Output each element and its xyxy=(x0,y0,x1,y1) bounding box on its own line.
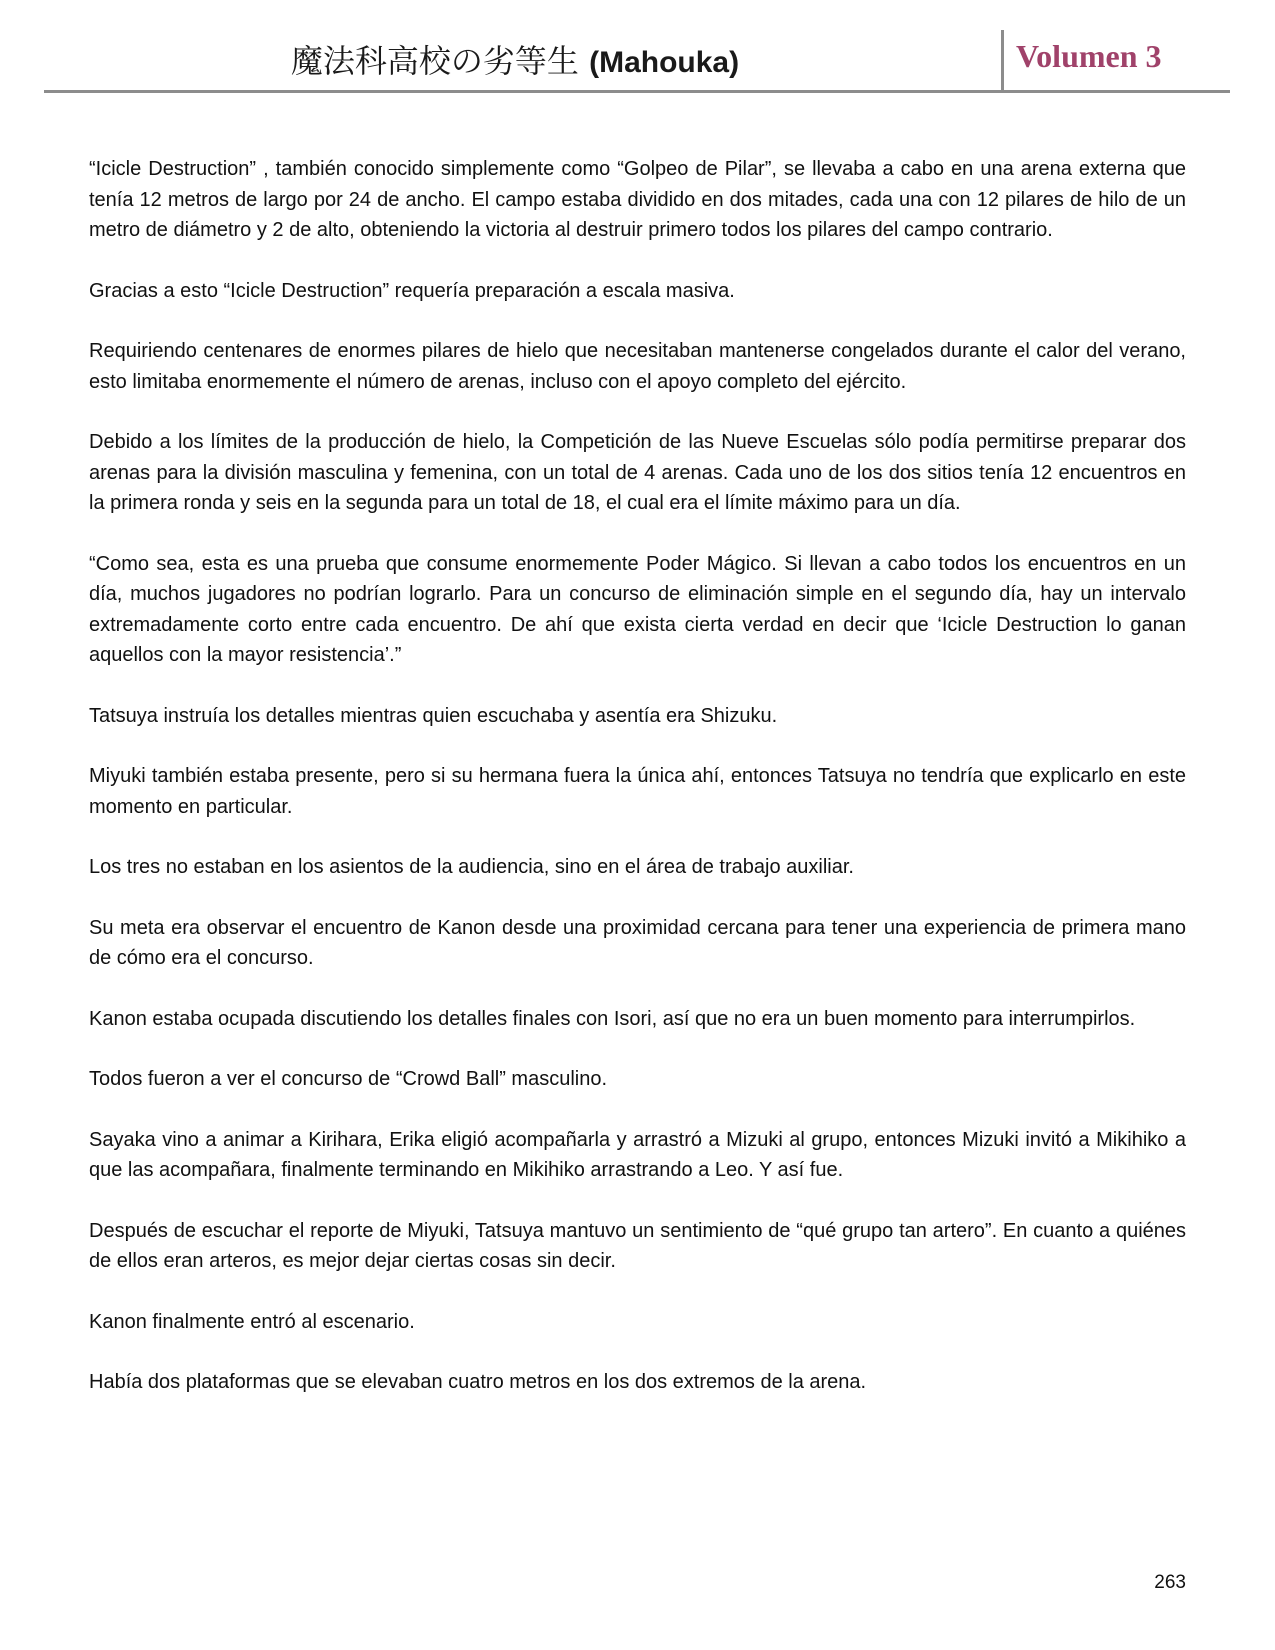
paragraph: Miyuki también estaba presente, pero si su hermana fuera la única ahí, entonces Tatsuya no tendría que explicarlo en este momento en particular. xyxy=(89,765,1186,818)
paragraph: Kanon finalmente entró al escenario. xyxy=(89,1310,415,1333)
book-title-latin: (Mahouka) xyxy=(589,46,740,79)
book-title-japanese: 魔法科高校の劣等生 xyxy=(290,42,579,80)
header-vertical-divider xyxy=(1001,30,1004,92)
paragraph: Sayaka vino a animar a Kirihara, Erika eligió acompañarla y arrastró a Mizuki al grupo, entonces Mizuki invitó a Mikihiko a que las acompañara, finalmente terminando en Mikihiko arrastrando a Leo. Y así fue. xyxy=(89,1128,1186,1181)
paragraph: “Icicle Destruction” , también conocido simplemente como “Golpeo de Pilar”, se llevaba a cabo en una arena externa que tenía 12 metros de largo por 24 de ancho. El campo estaba dividido en dos mitades, cada una con 12 pilares de hilo de un metro de diámetro y 2 de alto, obteniendo la victoria al destruir primero todos los pilares del campo contrario. xyxy=(89,158,1186,241)
page-body xyxy=(89,154,1186,1428)
paragraph: Su meta era observar el encuentro de Kanon desde una proximidad cercana para tener una experiencia de primera mano de cómo era el concurso. xyxy=(89,916,1186,969)
volume-label: Volumen 3 xyxy=(1016,38,1162,74)
paragraph: Después de escuchar el reporte de Miyuki, Tatsuya mantuvo un sentimiento de “qué grupo tan artero”. En cuanto a quiénes de ellos eran arteros, es mejor dejar ciertas cosas sin decir. xyxy=(89,1219,1186,1272)
paragraph: Los tres no estaban en los asientos de la audiencia, sino en el área de trabajo auxiliar. xyxy=(89,856,854,878)
book-title xyxy=(40,36,990,82)
page-header xyxy=(0,0,1275,100)
paragraph: Debido a los límites de la producción de hielo, la Competición de las Nueve Escuelas sólo podía permitirse preparar dos arenas para la división masculina y femenina, con un total de 4 arenas. Cada uno de los dos sitios tenía 12 encuentros en la primera ronda y seis en la segunda para un total de 18, el cual era el límite máximo para un día. xyxy=(89,431,1186,514)
paragraph: Todos fueron a ver el concurso de “Crowd Ball” masculino. xyxy=(89,1068,608,1090)
paragraph: Requiriendo centenares de enormes pilares de hielo que necesitaban mantenerse congelados durante el calor del verano, esto limitaba enormemente el número de arenas, incluso con el apoyo completo del ejército. xyxy=(89,340,1186,393)
header-horizontal-rule xyxy=(44,90,1230,93)
paragraph: “Como sea, esta es una prueba que consume enormemente Poder Mágico. Si llevan a cabo todos los encuentros en un día, muchos jugadores no podrían lograrlo. Para un concurso de eliminación simple en el segundo día, hay un intervalo extremadamente corto entre cada encuentro. De ahí que exista cierta verdad en decir que ‘Icicle Destruction lo ganan aquellos con la mayor resistencia’.” xyxy=(89,552,1186,666)
paragraph: Kanon estaba ocupada discutiendo los detalles finales con Isori, así que no era un buen momento para interrumpirlos. xyxy=(89,1007,1136,1030)
paragraph: Tatsuya instruía los detalles mientras quien escuchaba y asentía era Shizuku. xyxy=(89,704,778,727)
page-number: 263 xyxy=(1154,1572,1186,1593)
paragraph: Había dos plataformas que se elevaban cuatro metros en los dos extremos de la arena. xyxy=(89,1371,867,1393)
paragraph: Gracias a esto “Icicle Destruction” requería preparación a escala masiva. xyxy=(89,279,735,302)
